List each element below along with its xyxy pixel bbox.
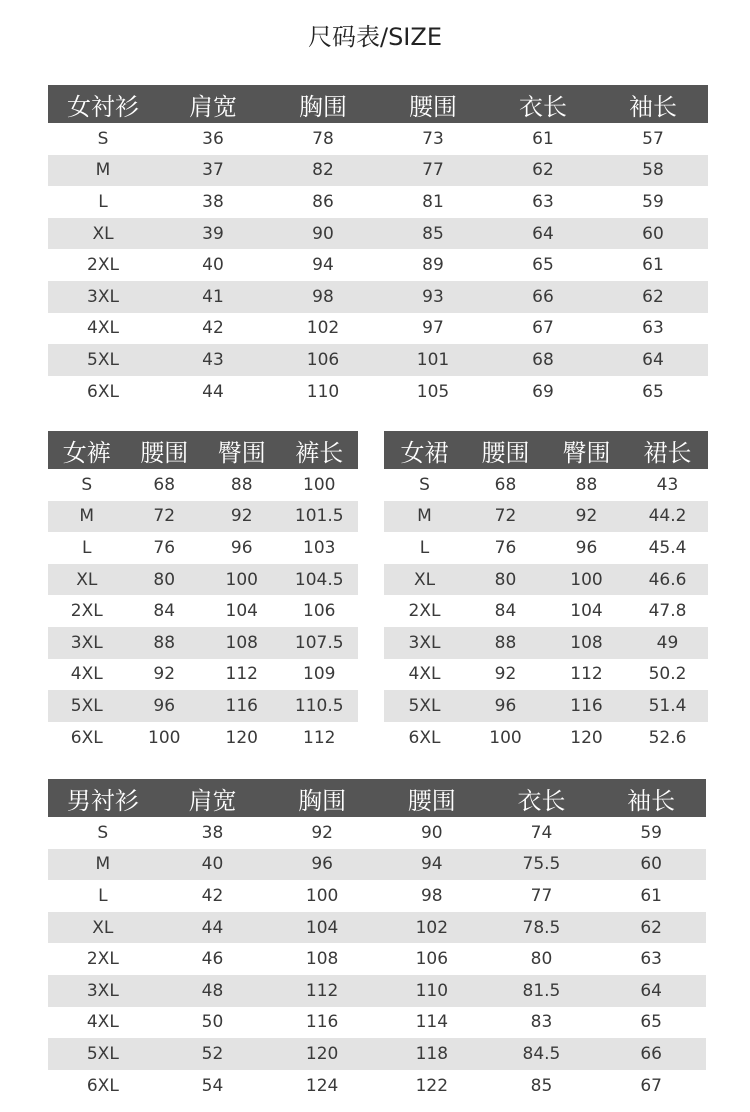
- measurement-cell: 48: [158, 975, 268, 1007]
- measurement-cell: 101: [378, 344, 488, 376]
- womens-shirt-size-table: [48, 85, 708, 407]
- measurement-cell: 92: [494, 664, 517, 685]
- measurement-cell: 108: [546, 627, 627, 659]
- womens-skirt-size-table: [384, 431, 708, 753]
- size-cell: 3XL: [384, 627, 465, 659]
- measurement-cell: 68: [153, 474, 176, 495]
- measurement-cell: 90: [420, 822, 443, 843]
- table-row: [48, 123, 708, 155]
- measurement-cell: 37: [158, 155, 268, 187]
- measurement-cell: 104: [225, 601, 258, 622]
- measurement-cell: 41: [158, 281, 268, 313]
- measurement-cell: 80: [530, 949, 553, 970]
- measurement-cell: 108: [203, 627, 281, 659]
- size-cell: 6XL: [70, 727, 103, 748]
- table-row: [384, 532, 708, 564]
- size-cell: 2XL: [87, 255, 119, 276]
- measurement-cell: 81.5: [487, 975, 597, 1007]
- table-row: [384, 659, 708, 691]
- measurement-cell: 122: [415, 1075, 449, 1096]
- measurement-cell: 59: [640, 822, 662, 843]
- measurement-cell: 85: [530, 1075, 553, 1096]
- measurement-cell: 112: [303, 727, 336, 748]
- table-row: [48, 186, 708, 218]
- measurement-cell: 120: [225, 727, 258, 748]
- measurement-cell: 80: [126, 564, 204, 596]
- column-header: 衣长: [487, 779, 597, 817]
- column-header: 肩宽: [158, 85, 268, 123]
- size-cell: S: [419, 474, 430, 495]
- table-row: [384, 595, 708, 627]
- table-row: [48, 281, 708, 313]
- measurement-cell: 72: [126, 501, 204, 533]
- size-cell: 3XL: [48, 975, 158, 1007]
- measurement-cell: 94: [312, 255, 334, 276]
- column-header: 袖长: [598, 85, 708, 123]
- table-title-cell: 女裙: [384, 431, 465, 469]
- measurement-cell: 120: [570, 727, 603, 748]
- table-row: [48, 975, 706, 1007]
- measurement-cell: 100: [546, 564, 627, 596]
- measurement-cell: 94: [377, 849, 487, 881]
- table-row: [384, 469, 708, 501]
- measurement-cell: 51.4: [627, 690, 708, 722]
- measurement-cell: 85: [378, 218, 488, 250]
- measurement-cell: 46.6: [627, 564, 708, 596]
- measurement-cell: 104: [570, 601, 603, 622]
- measurement-cell: 67: [532, 318, 554, 339]
- measurement-cell: 106: [303, 601, 336, 622]
- size-cell: XL: [384, 564, 465, 596]
- measurement-cell: 40: [202, 255, 224, 276]
- size-cell: L: [98, 885, 108, 906]
- size-cell: 6XL: [408, 727, 441, 748]
- measurement-cell: 110.5: [281, 690, 359, 722]
- size-cell: L: [98, 191, 108, 212]
- measurement-cell: 77: [530, 885, 553, 906]
- measurement-cell: 68: [494, 474, 517, 495]
- measurement-cell: 96: [575, 537, 598, 558]
- measurement-cell: 84.5: [487, 1038, 597, 1070]
- measurement-cell: 43: [158, 344, 268, 376]
- measurement-cell: 90: [268, 218, 378, 250]
- measurement-cell: 65: [640, 1012, 662, 1033]
- size-cell: 5XL: [48, 690, 126, 722]
- measurement-cell: 100: [489, 727, 522, 748]
- womens-pants-size-table: [48, 431, 358, 753]
- measurement-cell: 102: [377, 912, 487, 944]
- measurement-cell: 124: [305, 1075, 339, 1096]
- table-row: [48, 218, 708, 250]
- measurement-cell: 63: [640, 949, 662, 970]
- size-cell: 3XL: [48, 627, 126, 659]
- measurement-cell: 38: [202, 191, 224, 212]
- table-row: [48, 690, 358, 722]
- table-row: [48, 155, 708, 187]
- measurement-cell: 102: [306, 318, 340, 339]
- page-title: 尺码表/SIZE: [307, 23, 442, 51]
- table-row: [48, 595, 358, 627]
- measurement-cell: 52.6: [648, 727, 687, 748]
- column-header: 腰围: [465, 431, 546, 469]
- measurement-cell: 61: [642, 255, 664, 276]
- table-row: [48, 880, 706, 912]
- size-cell: 4XL: [70, 664, 103, 685]
- table-row: [48, 469, 358, 501]
- table-row: [384, 627, 708, 659]
- measurement-cell: 43: [656, 474, 679, 495]
- measurement-cell: 60: [598, 218, 708, 250]
- size-cell: S: [97, 822, 109, 843]
- measurement-cell: 63: [532, 191, 554, 212]
- size-cell: 2XL: [408, 601, 441, 622]
- measurement-cell: 106: [268, 344, 378, 376]
- table-row: [48, 912, 706, 944]
- table-row: [48, 564, 358, 596]
- size-cell: 5XL: [384, 690, 465, 722]
- measurement-cell: 67: [640, 1075, 662, 1096]
- measurement-cell: 96: [465, 690, 546, 722]
- measurement-cell: 61: [640, 885, 662, 906]
- measurement-cell: 64: [488, 218, 598, 250]
- table-row: [48, 817, 706, 849]
- measurement-cell: 114: [415, 1012, 449, 1033]
- table-row: [48, 659, 358, 691]
- size-cell: M: [48, 155, 158, 187]
- size-cell: 6XL: [86, 1075, 119, 1096]
- measurement-cell: 78: [312, 128, 334, 149]
- table-row: [48, 313, 708, 345]
- measurement-cell: 36: [202, 128, 224, 149]
- size-cell: S: [97, 128, 109, 149]
- measurement-cell: 58: [598, 155, 708, 187]
- measurement-cell: 112: [570, 664, 603, 685]
- column-header: 裤长: [281, 431, 359, 469]
- measurement-cell: 92: [311, 822, 333, 843]
- table-row: [48, 249, 708, 281]
- measurement-cell: 83: [530, 1012, 553, 1033]
- size-cell: XL: [48, 912, 158, 944]
- measurement-cell: 80: [465, 564, 546, 596]
- table-row: [48, 1038, 706, 1070]
- measurement-cell: 96: [267, 849, 377, 881]
- measurement-cell: 116: [305, 1012, 339, 1033]
- table-title-cell: 男衬衫: [48, 779, 158, 817]
- column-header: 臀围: [546, 431, 627, 469]
- measurement-cell: 62: [488, 155, 598, 187]
- table-row: [48, 627, 358, 659]
- size-cell: L: [82, 537, 92, 558]
- measurement-cell: 38: [201, 822, 224, 843]
- measurement-cell: 89: [422, 255, 444, 276]
- table-row: [48, 376, 708, 408]
- measurement-cell: 44: [158, 912, 268, 944]
- column-header: 臀围: [203, 431, 281, 469]
- measurement-cell: 62: [596, 912, 706, 944]
- measurement-cell: 78.5: [487, 912, 597, 944]
- measurement-cell: 88: [465, 627, 546, 659]
- size-cell: M: [384, 501, 465, 533]
- size-cell: 2XL: [70, 601, 103, 622]
- size-cell: 4XL: [408, 664, 441, 685]
- measurement-cell: 110: [377, 975, 487, 1007]
- measurement-cell: 42: [201, 885, 224, 906]
- measurement-cell: 116: [546, 690, 627, 722]
- measurement-cell: 86: [312, 191, 334, 212]
- measurement-cell: 65: [532, 255, 554, 276]
- measurement-cell: 72: [465, 501, 546, 533]
- measurement-cell: 92: [153, 664, 176, 685]
- measurement-cell: 73: [422, 128, 444, 149]
- column-header: 腰围: [377, 779, 487, 817]
- measurement-cell: 88: [575, 474, 598, 495]
- column-header: 腰围: [378, 85, 488, 123]
- measurement-cell: 104: [267, 912, 377, 944]
- measurement-cell: 64: [596, 975, 706, 1007]
- measurement-cell: 88: [126, 627, 204, 659]
- measurement-cell: 57: [642, 128, 664, 149]
- measurement-cell: 77: [378, 155, 488, 187]
- measurement-cell: 44: [202, 381, 224, 402]
- column-header: 胸围: [268, 85, 378, 123]
- measurement-cell: 96: [126, 690, 204, 722]
- measurement-cell: 98: [420, 885, 443, 906]
- column-header: 腰围: [126, 431, 204, 469]
- measurement-cell: 101.5: [281, 501, 359, 533]
- measurement-cell: 105: [416, 381, 450, 402]
- table-title-cell: 女衬衫: [48, 85, 158, 123]
- measurement-cell: 45.4: [648, 537, 687, 558]
- measurement-cell: 100: [203, 564, 281, 596]
- table-row: [48, 501, 358, 533]
- measurement-cell: 93: [378, 281, 488, 313]
- measurement-cell: 60: [596, 849, 706, 881]
- table-row: [48, 1007, 706, 1039]
- measurement-cell: 98: [268, 281, 378, 313]
- measurement-cell: 69: [532, 381, 554, 402]
- measurement-cell: 82: [268, 155, 378, 187]
- measurement-cell: 75.5: [487, 849, 597, 881]
- size-cell: 3XL: [48, 281, 158, 313]
- size-cell: 4XL: [86, 1012, 119, 1033]
- table-header-row: [48, 779, 706, 817]
- measurement-cell: 61: [532, 128, 554, 149]
- measurement-cell: 59: [642, 191, 664, 212]
- column-header: 肩宽: [158, 779, 268, 817]
- table-header-row: [48, 431, 358, 469]
- column-header: 袖长: [596, 779, 706, 817]
- measurement-cell: 63: [642, 318, 664, 339]
- measurement-cell: 44.2: [627, 501, 708, 533]
- measurement-cell: 68: [488, 344, 598, 376]
- measurement-cell: 112: [225, 664, 258, 685]
- measurement-cell: 62: [598, 281, 708, 313]
- measurement-cell: 92: [203, 501, 281, 533]
- table-row: [48, 849, 706, 881]
- measurement-cell: 66: [596, 1038, 706, 1070]
- measurement-cell: 120: [267, 1038, 377, 1070]
- size-cell: S: [81, 474, 93, 495]
- measurement-cell: 108: [305, 949, 339, 970]
- measurement-cell: 84: [494, 601, 517, 622]
- measurement-cell: 46: [201, 949, 224, 970]
- measurement-cell: 76: [153, 537, 176, 558]
- table-row: [384, 722, 708, 754]
- measurement-cell: 109: [303, 664, 336, 685]
- measurement-cell: 50.2: [648, 664, 687, 685]
- measurement-cell: 39: [158, 218, 268, 250]
- measurement-cell: 76: [494, 537, 517, 558]
- size-cell: 4XL: [87, 318, 119, 339]
- measurement-cell: 66: [488, 281, 598, 313]
- table-row: [48, 532, 358, 564]
- table-row: [48, 722, 358, 754]
- size-cell: 6XL: [87, 381, 119, 402]
- measurement-cell: 49: [627, 627, 708, 659]
- measurement-cell: 40: [158, 849, 268, 881]
- measurement-cell: 84: [153, 601, 176, 622]
- measurement-cell: 65: [642, 381, 664, 402]
- table-row: [48, 344, 708, 376]
- size-cell: 2XL: [86, 949, 119, 970]
- table-row: [384, 501, 708, 533]
- measurement-cell: 50: [201, 1012, 224, 1033]
- measurement-cell: 74: [530, 822, 553, 843]
- measurement-cell: 104.5: [281, 564, 359, 596]
- table-row: [384, 690, 708, 722]
- measurement-cell: 116: [203, 690, 281, 722]
- measurement-cell: 106: [415, 949, 449, 970]
- table-row: [48, 1070, 706, 1102]
- column-header: 胸围: [267, 779, 377, 817]
- size-cell: M: [48, 501, 126, 533]
- measurement-cell: 42: [202, 318, 224, 339]
- measurement-cell: 64: [598, 344, 708, 376]
- measurement-cell: 100: [305, 885, 339, 906]
- measurement-cell: 52: [158, 1038, 268, 1070]
- measurement-cell: 103: [303, 537, 336, 558]
- measurement-cell: 100: [148, 727, 181, 748]
- size-cell: XL: [48, 564, 126, 596]
- table-header-row: [384, 431, 708, 469]
- size-cell: L: [419, 537, 430, 558]
- table-row: [384, 564, 708, 596]
- measurement-cell: 112: [267, 975, 377, 1007]
- size-cell: XL: [48, 218, 158, 250]
- column-header: 衣长: [488, 85, 598, 123]
- measurement-cell: 88: [230, 474, 253, 495]
- measurement-cell: 47.8: [648, 601, 687, 622]
- table-header-row: [48, 85, 708, 123]
- measurement-cell: 100: [303, 474, 336, 495]
- size-cell: 5XL: [48, 1038, 158, 1070]
- size-cell: 5XL: [48, 344, 158, 376]
- column-header: 裙长: [627, 431, 708, 469]
- mens-shirt-size-table: [48, 779, 706, 1101]
- measurement-cell: 110: [306, 381, 340, 402]
- measurement-cell: 96: [230, 537, 253, 558]
- measurement-cell: 97: [422, 318, 444, 339]
- measurement-cell: 107.5: [281, 627, 359, 659]
- size-cell: M: [48, 849, 158, 881]
- measurement-cell: 118: [377, 1038, 487, 1070]
- table-title-cell: 女裤: [48, 431, 126, 469]
- table-row: [48, 943, 706, 975]
- measurement-cell: 54: [201, 1075, 224, 1096]
- measurement-cell: 92: [546, 501, 627, 533]
- measurement-cell: 81: [422, 191, 444, 212]
